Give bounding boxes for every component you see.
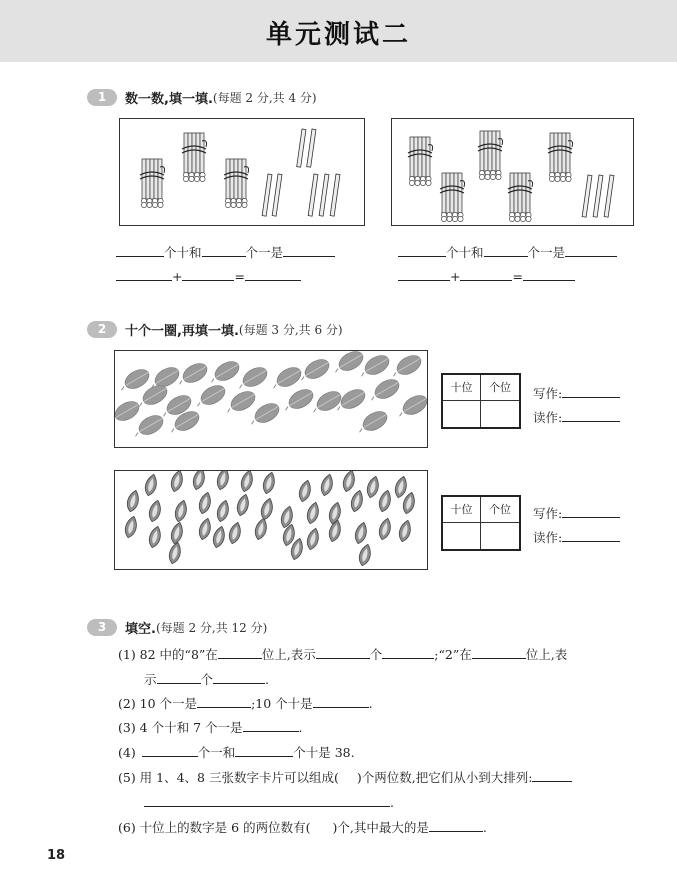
equals-sign: =	[234, 269, 245, 284]
plus-sign: +	[450, 269, 461, 284]
text: 个十和	[164, 245, 202, 260]
answer-blank[interactable]	[243, 719, 299, 732]
text: 个一是	[527, 245, 566, 260]
sunflower-seed	[211, 525, 227, 549]
sunflower-seeds-figure	[115, 471, 427, 569]
stick-bundle	[478, 131, 503, 180]
place-value-table-1	[441, 373, 521, 429]
text: 个	[369, 647, 383, 662]
q1-right-line1	[398, 243, 617, 261]
answer-blank[interactable]	[316, 646, 370, 659]
leaf	[131, 412, 167, 442]
sunflower-seed	[261, 471, 277, 495]
q2-number-badge: 2	[87, 321, 117, 338]
answer-blank[interactable]	[313, 695, 369, 708]
text: .	[482, 820, 487, 835]
q3-item-4	[118, 743, 355, 761]
sunflower-seed	[215, 499, 231, 523]
plus-sign: +	[172, 269, 183, 284]
stick-bundle	[182, 133, 207, 182]
read-line-1	[533, 408, 620, 426]
stick-bundle	[224, 159, 249, 208]
sunflower-seed	[169, 471, 185, 493]
q3-heading	[87, 618, 267, 637]
q2-score-note: (每题 3 分,共 6 分)	[238, 323, 343, 337]
answer-blank[interactable]	[382, 646, 434, 659]
answer-blank[interactable]	[182, 268, 234, 281]
leaf	[269, 364, 305, 394]
sunflower-seed	[377, 517, 393, 541]
single-stick	[307, 129, 316, 167]
text: (3) 4 个十和 7 个一是	[118, 720, 243, 735]
text: (4)	[118, 745, 136, 760]
sunflower-seed	[253, 517, 269, 541]
ones-header: 个位	[481, 497, 519, 523]
ones-header: 个位	[481, 375, 519, 401]
sunflower-seed	[357, 543, 373, 567]
sunflower-seed	[349, 489, 365, 513]
q1-right-line2	[398, 268, 575, 284]
ones-answer-cell[interactable]	[481, 523, 519, 549]
q2-title: 十个一圈,再填一填.	[125, 324, 239, 339]
leaf	[115, 398, 142, 428]
sunflower-seed	[173, 499, 189, 523]
place-value-table-2	[441, 495, 521, 551]
right-sticks-figure	[392, 119, 633, 225]
answer-blank[interactable]	[218, 646, 262, 659]
text: (6) 十位上的数字是 6 的两位数有(	[118, 820, 311, 835]
sunflower-seed	[197, 491, 213, 515]
answer-blank[interactable]	[562, 529, 620, 542]
sunflower-seed	[197, 517, 213, 541]
stick-bundle	[548, 133, 573, 182]
leaf	[223, 388, 259, 418]
leaf	[175, 360, 211, 390]
q1-number-badge: 1	[87, 89, 117, 106]
q3-number-badge: 3	[87, 619, 117, 636]
answer-blank[interactable]	[429, 819, 483, 832]
q3-item-5	[118, 768, 572, 786]
text: 位上,表	[525, 647, 568, 662]
stick-bundle	[440, 173, 465, 222]
sunflower-seed	[169, 521, 185, 545]
write-label: 写作:	[533, 506, 563, 521]
answer-blank[interactable]	[283, 244, 335, 257]
answer-blank[interactable]	[398, 268, 450, 281]
text: 个十和	[446, 245, 484, 260]
single-stick	[297, 129, 306, 167]
tens-header: 十位	[443, 497, 481, 523]
write-line-1	[533, 384, 620, 402]
sunflower-seed	[143, 473, 159, 497]
tens-answer-cell[interactable]	[443, 401, 481, 427]
sunflower-seed	[365, 475, 381, 499]
sunflower-seed	[227, 521, 243, 545]
ones-answer-cell[interactable]	[481, 401, 519, 427]
text: (5) 用 1、4、8 三张数字卡片可以组成(	[118, 770, 339, 785]
text: (1) 82 中的“8”在	[118, 647, 218, 662]
text: ;10 个十是	[251, 696, 313, 711]
answer-blank[interactable]	[523, 268, 575, 281]
title-banner	[0, 0, 677, 62]
leaves-figure	[115, 351, 427, 447]
text: ;“2”在	[434, 647, 472, 662]
read-line-2	[533, 528, 620, 546]
q1-score-note: (每题 2 分,共 4 分)	[212, 91, 317, 105]
text: 个一和	[197, 745, 236, 760]
sunflower-seed	[353, 521, 369, 545]
answer-blank[interactable]	[202, 244, 246, 257]
text: 位上,表示	[261, 647, 316, 662]
leaf	[235, 364, 271, 394]
stick-bundle	[140, 159, 165, 208]
answer-blank[interactable]	[472, 646, 526, 659]
q1-title: 数一数,填一填.	[125, 92, 213, 107]
stick-bundle	[408, 137, 433, 186]
write-line-2	[533, 504, 620, 522]
text: 个	[200, 672, 214, 687]
leaf	[389, 352, 425, 382]
single-stick	[330, 174, 340, 216]
leaf	[367, 376, 403, 406]
sunflower-seed	[341, 471, 357, 493]
answer-blank[interactable]	[562, 385, 620, 398]
answer-blank[interactable]	[562, 409, 620, 422]
leaf	[193, 382, 229, 412]
single-stick	[262, 174, 272, 216]
sunflower-seed	[235, 493, 251, 517]
sunflower-seed	[401, 491, 417, 515]
sunflower-seed	[125, 489, 141, 513]
text: .	[298, 720, 303, 735]
q3-item-1-cont	[144, 670, 269, 688]
q1-right-picture	[391, 118, 634, 226]
sunflower-seed	[239, 471, 255, 493]
page-number: 18	[47, 848, 66, 863]
sunflower-seed	[147, 499, 163, 523]
single-stick	[272, 174, 282, 216]
text: )个,其中最大的是	[332, 820, 429, 835]
write-label: 写作:	[533, 386, 563, 401]
answer-blank[interactable]	[398, 244, 446, 257]
leaves-picture	[114, 350, 428, 448]
sunflower-seed	[397, 519, 413, 543]
leaf	[309, 388, 345, 418]
answer-blank[interactable]	[484, 244, 528, 257]
sunflower-seed	[147, 525, 163, 549]
text: 示	[144, 672, 157, 687]
answer-blank[interactable]	[460, 268, 512, 281]
read-label: 读作:	[533, 530, 563, 545]
q3-item-2	[118, 694, 373, 712]
answer-blank[interactable]	[144, 794, 390, 807]
answer-blank[interactable]	[157, 671, 201, 684]
q3-item-5-cont	[144, 794, 394, 810]
answer-blank[interactable]	[565, 244, 617, 257]
single-stick	[308, 174, 318, 216]
sunflower-seed	[327, 519, 343, 543]
answer-blank[interactable]	[116, 268, 172, 281]
leaf	[355, 408, 391, 438]
leaf	[297, 356, 333, 386]
q1-heading	[87, 88, 317, 107]
text: .	[368, 696, 373, 711]
tens-answer-cell[interactable]	[443, 523, 481, 549]
text: .	[390, 795, 394, 810]
equals-sign: =	[512, 269, 523, 284]
answer-blank[interactable]	[245, 268, 301, 281]
q3-item-1	[118, 645, 567, 663]
sunflower-seed	[191, 471, 207, 491]
leaf	[395, 392, 427, 422]
text: (2) 10 个一是	[118, 696, 198, 711]
sunflower-seed	[123, 515, 139, 539]
q1-left-picture	[119, 118, 365, 226]
single-stick	[319, 174, 329, 216]
leaf	[207, 358, 243, 388]
seeds-picture	[114, 470, 428, 570]
answer-blank[interactable]	[235, 744, 293, 757]
q3-item-6	[118, 818, 487, 836]
page-title: 单元测试二	[265, 20, 411, 50]
sunflower-seed	[215, 471, 231, 491]
tens-header: 十位	[443, 375, 481, 401]
answer-blank[interactable]	[532, 769, 572, 782]
sunflower-seed	[297, 479, 313, 503]
sunflower-seed	[167, 541, 183, 565]
sunflower-seed	[327, 501, 343, 525]
q2-heading	[87, 320, 343, 339]
sunflower-seed	[393, 475, 409, 499]
left-sticks-figure	[120, 119, 364, 225]
answer-blank[interactable]	[562, 505, 620, 518]
single-stick	[604, 175, 614, 217]
sunflower-seed	[259, 497, 275, 521]
answer-blank[interactable]	[197, 695, 251, 708]
q3-score-note: (每题 2 分,共 12 分)	[155, 621, 268, 635]
single-stick	[593, 175, 603, 217]
stick-bundle	[508, 173, 533, 222]
text: )个两位数,把它们从小到大排列:	[356, 770, 533, 785]
sunflower-seed	[377, 489, 393, 513]
text: .	[265, 672, 270, 687]
sunflower-seed	[305, 501, 321, 525]
leaf	[281, 386, 317, 416]
q3-item-3	[118, 718, 303, 736]
answer-blank[interactable]	[116, 244, 164, 257]
single-stick	[582, 175, 592, 217]
text: 个一是	[245, 245, 284, 260]
answer-blank[interactable]	[213, 671, 265, 684]
answer-blank[interactable]	[142, 744, 198, 757]
q1-left-line1	[116, 243, 335, 261]
q1-left-line2	[116, 268, 301, 284]
read-label: 读作:	[533, 410, 563, 425]
sunflower-seed	[319, 473, 335, 497]
leaf	[331, 351, 367, 377]
sunflower-seed	[305, 527, 321, 551]
text: 个十是 38.	[293, 745, 355, 760]
q3-title: 填空.	[125, 622, 156, 637]
